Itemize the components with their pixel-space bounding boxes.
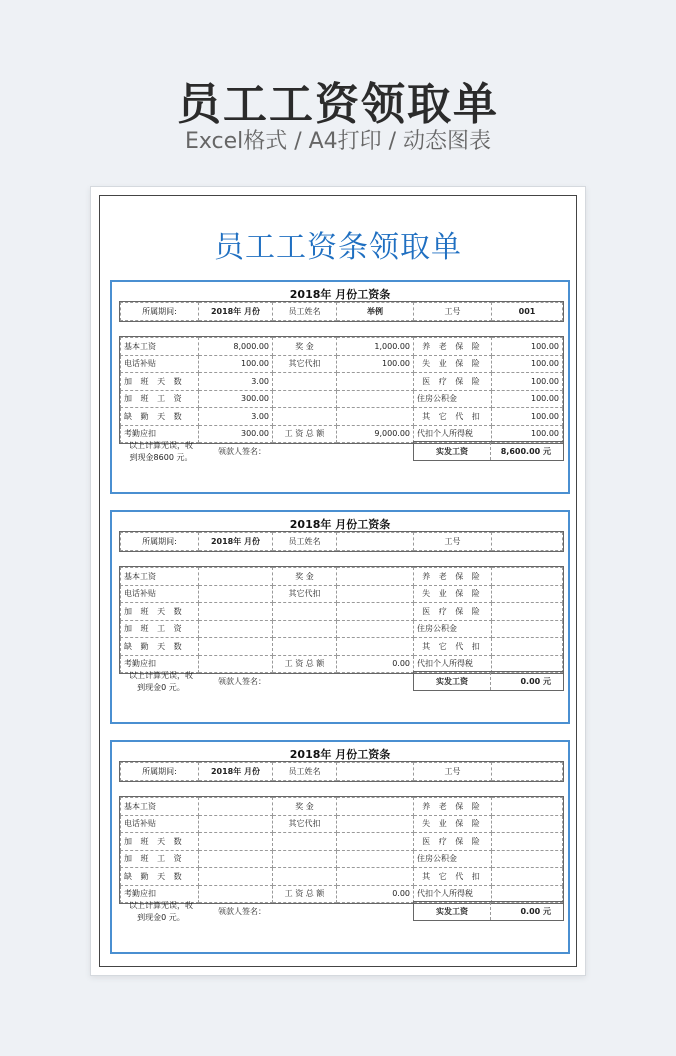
other-label (273, 850, 337, 868)
slip-detail-table (120, 797, 563, 903)
employee-name-label: 员工姓名 (273, 763, 337, 781)
earning-label: 基本工资 (121, 798, 199, 816)
employee-id-label: 工号 (414, 763, 492, 781)
net-pay-label: 实发工资 (414, 442, 491, 460)
slip-detail-row (121, 603, 563, 621)
other-value (337, 868, 414, 886)
earning-value (199, 568, 273, 586)
other-label: 工 资 总 额 (273, 425, 337, 443)
other-label: 工 资 总 额 (273, 885, 337, 903)
deduction-label: 失 业 保 险 (414, 815, 492, 833)
earning-label: 缺 勤 天 数 (121, 868, 199, 886)
document-title: 员工工资条领取单 (214, 230, 462, 265)
earning-value (199, 885, 273, 903)
other-label (273, 373, 337, 391)
deduction-value (492, 815, 563, 833)
net-pay-box (413, 671, 564, 691)
net-pay-value: 8,600.00 元 (500, 446, 551, 456)
deduction-value (492, 620, 563, 638)
deduction-value: 100.00 (492, 338, 563, 356)
earning-value: 3.00 (199, 408, 273, 426)
other-label (273, 833, 337, 851)
employee-name-label: 员工姓名 (273, 303, 337, 321)
slip-detail-row (121, 833, 563, 851)
slip-title: 2018年 月份工资条 (289, 748, 391, 761)
slip-detail-row (121, 850, 563, 868)
earning-label: 加 班 天 数 (121, 373, 199, 391)
earning-label: 电话补贴 (121, 355, 199, 373)
other-label: 奖 金 (273, 798, 337, 816)
deduction-value (492, 568, 563, 586)
earning-label: 考勤应扣 (121, 425, 199, 443)
earning-value (199, 868, 273, 886)
deduction-label: 其 它 代 扣 (414, 638, 492, 656)
deduction-value: 100.00 (492, 390, 563, 408)
page-title: 员工工资领取单 (177, 79, 499, 130)
earning-value: 3.00 (199, 373, 273, 391)
deduction-label: 养 老 保 险 (414, 338, 492, 356)
net-pay-value: 0.00 元 (520, 906, 551, 916)
net-pay-label: 实发工资 (414, 672, 491, 690)
document-sheet (90, 186, 586, 976)
deduction-value: 100.00 (492, 373, 563, 391)
slip-detail-row (121, 568, 563, 586)
deduction-label: 养 老 保 险 (414, 568, 492, 586)
period-value: 2018年 月份 (199, 533, 273, 551)
earning-value (199, 798, 273, 816)
earning-value: 300.00 (199, 425, 273, 443)
other-value: 1,000.00 (337, 338, 414, 356)
other-value (337, 603, 414, 621)
deduction-value: 100.00 (492, 408, 563, 426)
earning-value (199, 638, 273, 656)
deduction-label: 住房公积金 (414, 390, 492, 408)
earning-label: 基本工资 (121, 338, 199, 356)
employee-name-value (337, 763, 414, 781)
slip-detail-row (121, 373, 563, 391)
other-label: 其它代扣 (273, 585, 337, 603)
other-value: 0.00 (337, 885, 414, 903)
earning-value (199, 585, 273, 603)
deduction-label: 养 老 保 险 (414, 798, 492, 816)
deduction-label: 失 业 保 险 (414, 355, 492, 373)
slip-detail-row (121, 638, 563, 656)
slip-header-table (120, 762, 563, 781)
net-pay-box (413, 901, 564, 921)
deduction-value (492, 885, 563, 903)
deduction-label: 代扣个人所得税 (414, 425, 492, 443)
other-label (273, 603, 337, 621)
other-label: 奖 金 (273, 568, 337, 586)
other-value (337, 815, 414, 833)
slip-detail-row (121, 620, 563, 638)
other-value (337, 585, 414, 603)
other-value: 100.00 (337, 355, 414, 373)
slip-detail-row (121, 868, 563, 886)
other-label: 其它代扣 (273, 815, 337, 833)
deduction-value (492, 638, 563, 656)
slip-detail-table (120, 337, 563, 443)
deduction-value (492, 850, 563, 868)
other-value (337, 638, 414, 656)
period-label: 所属期间: (121, 533, 199, 551)
deduction-label: 其 它 代 扣 (414, 868, 492, 886)
other-value (337, 408, 414, 426)
slip-header-row (121, 303, 563, 321)
slip-detail-table (120, 567, 563, 673)
slip-header-table (120, 532, 563, 551)
other-value (337, 850, 414, 868)
period-label: 所属期间: (121, 763, 199, 781)
signature-label: 领款人签名： (218, 907, 266, 916)
page-subtitle: Excel格式 / A4打印 / 动态图表 (184, 129, 492, 154)
other-value (337, 373, 414, 391)
earning-label: 缺 勤 天 数 (121, 408, 199, 426)
other-label: 工 资 总 额 (273, 655, 337, 673)
deduction-label: 住房公积金 (414, 850, 492, 868)
earning-label: 电话补贴 (121, 585, 199, 603)
slip-header-row (121, 763, 563, 781)
deduction-label: 代扣个人所得税 (414, 885, 492, 903)
earning-label: 加 班 天 数 (121, 833, 199, 851)
earning-label: 考勤应扣 (121, 885, 199, 903)
deduction-value: 100.00 (492, 355, 563, 373)
net-pay-label: 实发工资 (414, 902, 491, 920)
slip-detail-row (121, 798, 563, 816)
slip-detail-row (121, 355, 563, 373)
employee-name-value (337, 533, 414, 551)
earning-value: 8,000.00 (199, 338, 273, 356)
slip-detail-row (121, 390, 563, 408)
slip-header-table (120, 302, 563, 321)
other-label (273, 390, 337, 408)
signature-label: 领款人签名： (218, 677, 266, 686)
earning-value (199, 815, 273, 833)
other-value (337, 798, 414, 816)
employee-id-value (492, 763, 563, 781)
slip-detail-row (121, 408, 563, 426)
other-label (273, 638, 337, 656)
employee-id-label: 工号 (414, 533, 492, 551)
slip-detail-row (121, 815, 563, 833)
employee-id-value (492, 533, 563, 551)
other-value: 0.00 (337, 655, 414, 673)
earning-label: 加 班 工 资 (121, 850, 199, 868)
document-border (99, 195, 577, 967)
earning-value (199, 850, 273, 868)
deduction-label: 失 业 保 险 (414, 585, 492, 603)
deduction-label: 其 它 代 扣 (414, 408, 492, 426)
deduction-label: 医 疗 保 险 (414, 603, 492, 621)
deduction-label: 住房公积金 (414, 620, 492, 638)
deduction-value (492, 585, 563, 603)
confirmation-note: 以上计算无误，收到现金0 元。 (129, 671, 193, 692)
other-label (273, 868, 337, 886)
other-label (273, 620, 337, 638)
earning-value (199, 620, 273, 638)
earning-label: 缺 勤 天 数 (121, 638, 199, 656)
earning-value (199, 603, 273, 621)
slip-detail-row (121, 338, 563, 356)
deduction-label: 代扣个人所得税 (414, 655, 492, 673)
other-value (337, 620, 414, 638)
salary-slip (110, 280, 570, 494)
confirmation-note: 以上计算无误，收到现金0 元。 (129, 901, 193, 922)
slip-detail-row (121, 585, 563, 603)
employee-name-value: 举例 (337, 303, 414, 321)
period-label: 所属期间: (121, 303, 199, 321)
slip-title: 2018年 月份工资条 (289, 518, 391, 531)
other-value: 9,000.00 (337, 425, 414, 443)
other-label: 奖 金 (273, 338, 337, 356)
other-value (337, 390, 414, 408)
earning-value (199, 655, 273, 673)
earning-label: 加 班 工 资 (121, 390, 199, 408)
earning-label: 加 班 工 资 (121, 620, 199, 638)
earning-value (199, 833, 273, 851)
salary-slip (110, 510, 570, 724)
earning-value: 100.00 (199, 355, 273, 373)
slip-header-row (121, 533, 563, 551)
deduction-value (492, 655, 563, 673)
employee-id-label: 工号 (414, 303, 492, 321)
other-value (337, 568, 414, 586)
net-pay-box (413, 441, 564, 461)
deduction-value (492, 868, 563, 886)
earning-label: 电话补贴 (121, 815, 199, 833)
salary-slip (110, 740, 570, 954)
earning-label: 加 班 天 数 (121, 603, 199, 621)
deduction-label: 医 疗 保 险 (414, 833, 492, 851)
deduction-value (492, 798, 563, 816)
employee-name-label: 员工姓名 (273, 533, 337, 551)
other-value (337, 833, 414, 851)
other-label (273, 408, 337, 426)
period-value: 2018年 月份 (199, 303, 273, 321)
signature-label: 领款人签名： (218, 447, 266, 456)
other-label: 其它代扣 (273, 355, 337, 373)
deduction-value (492, 833, 563, 851)
net-pay-value: 0.00 元 (520, 676, 551, 686)
confirmation-note: 以上计算无误，收到现金8600 元。 (129, 441, 193, 462)
deduction-label: 医 疗 保 险 (414, 373, 492, 391)
earning-label: 基本工资 (121, 568, 199, 586)
period-value: 2018年 月份 (199, 763, 273, 781)
earning-value: 300.00 (199, 390, 273, 408)
deduction-value: 100.00 (492, 425, 563, 443)
earning-label: 考勤应扣 (121, 655, 199, 673)
slip-title: 2018年 月份工资条 (289, 288, 391, 301)
deduction-value (492, 603, 563, 621)
employee-id-value: 001 (492, 303, 563, 321)
